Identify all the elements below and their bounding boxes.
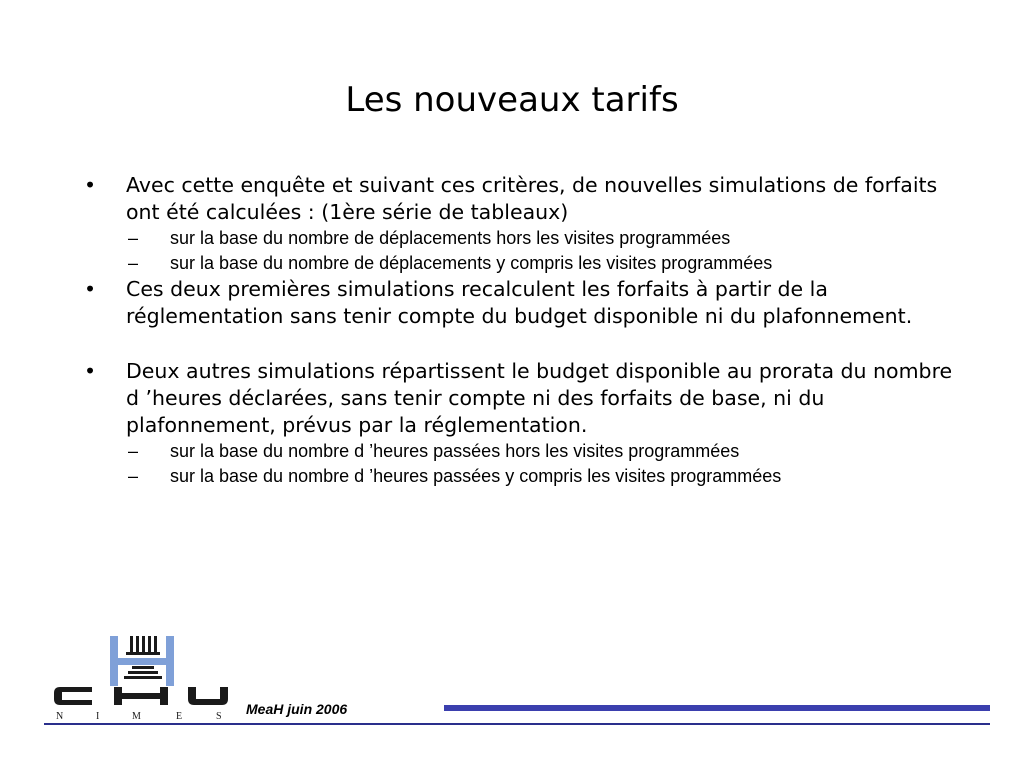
bullet-icon: • (84, 173, 97, 197)
bullet-text: Avec cette enquête et suivant ces critères, de nouvelles simulations de forfaits ont été calculées : (1ère série de tableaux) (126, 173, 938, 224)
bullet-icon: • (84, 359, 97, 383)
chu-nimes-logo (52, 632, 232, 722)
svg-text:N: N (56, 711, 66, 722)
sub-bullet-item (84, 226, 954, 251)
dash-icon: – (128, 466, 139, 486)
sub-bullet-text: sur la base du nombre de déplacements y compris les visites programmées (170, 253, 773, 273)
footer-rule (44, 723, 990, 725)
bullet-text: Ces deux premières simulations recalculent les forfaits à partir de la réglementation sans tenir compte du budget disponible ni du plafonnement. (126, 277, 913, 328)
dash-icon: – (128, 441, 139, 461)
sub-bullet-item (84, 439, 954, 464)
bullet-item (84, 172, 954, 226)
sub-bullet-text: sur la base du nombre d ’heures passées y compris les visites programmées (170, 466, 782, 486)
dash-icon: – (128, 253, 139, 273)
svg-text:I: I (96, 711, 100, 722)
bullet-item (84, 276, 954, 330)
sub-bullet-text: sur la base du nombre de déplacements hors les visites programmées (170, 228, 731, 248)
spacer (84, 330, 954, 358)
hospital-logo-icon (52, 632, 232, 722)
slide-content (84, 172, 954, 489)
footer-text: MeaH juin 2006 (246, 701, 348, 717)
dash-icon: – (128, 228, 139, 248)
slide-title: Les nouveaux tarifs (345, 80, 679, 120)
bullet-text: Deux autres simulations répartissent le budget disponible au prorata du nombre d ’heures déclarées, sans tenir compte ni des forfaits de base, ni du plafonnement, prévus par la réglementation. (126, 359, 953, 437)
footer-accent-bar (444, 705, 990, 711)
svg-text:E: E (176, 711, 183, 722)
sub-bullet-item (84, 464, 954, 489)
bullet-icon: • (84, 277, 97, 301)
sub-bullet-item (84, 251, 954, 276)
svg-text:S: S (216, 711, 222, 722)
svg-text:M: M (132, 711, 141, 722)
bullet-item (84, 358, 954, 439)
sub-bullet-text: sur la base du nombre d ’heures passées hors les visites programmées (170, 441, 740, 461)
